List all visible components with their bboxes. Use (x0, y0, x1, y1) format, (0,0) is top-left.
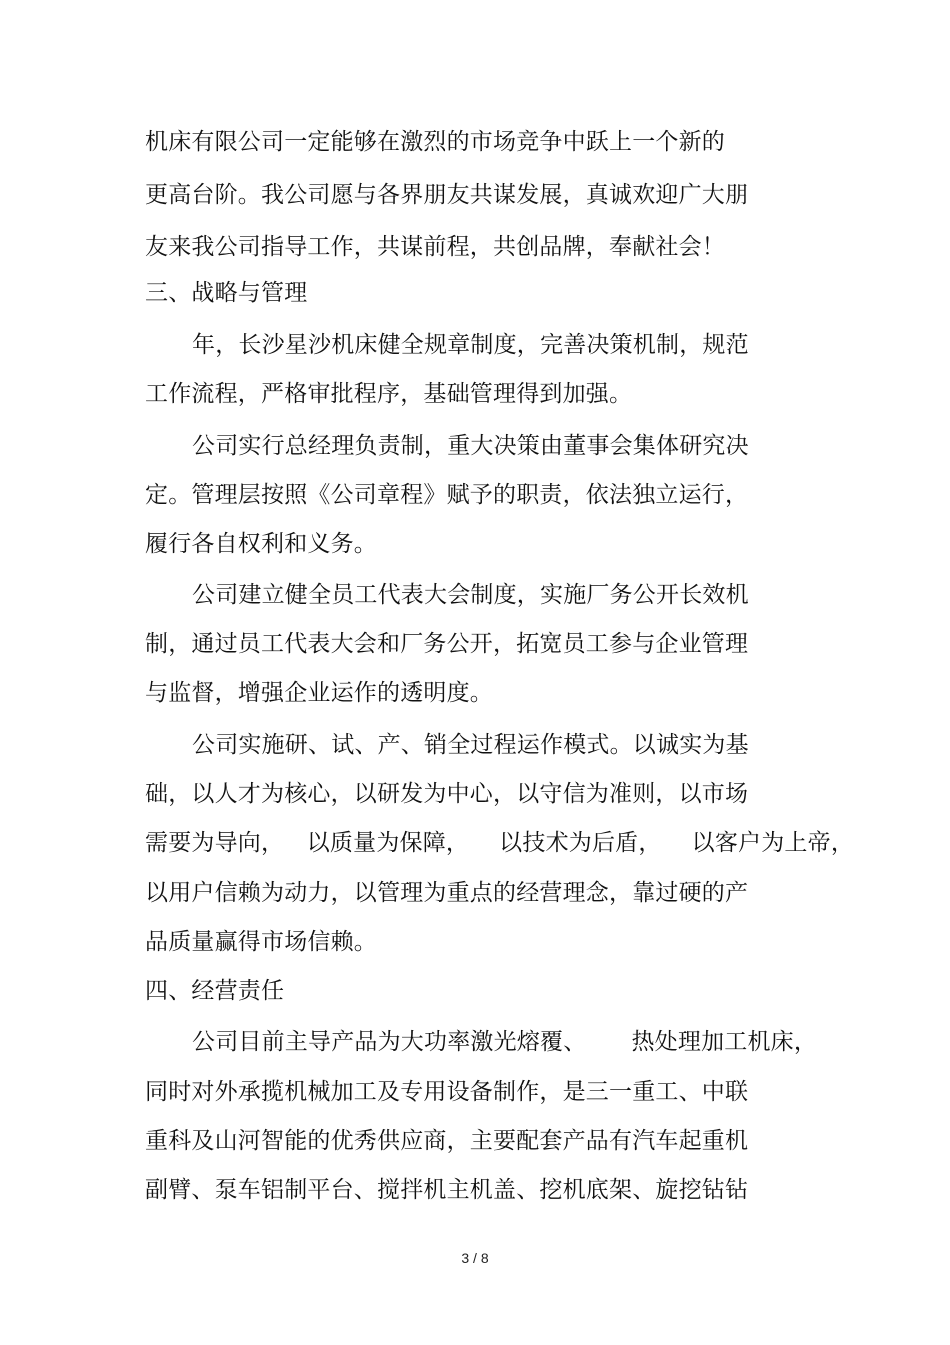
paragraph-line: 公司建立健全员工代表大会制度，实施厂务公开长效机 (192, 582, 749, 608)
section-heading: 三、战略与管理 (145, 280, 308, 306)
page-number: 3 / 8 (461, 1250, 489, 1266)
paragraph-line: 公司实行总经理负责制，重大决策由董事会集体研究决 (192, 433, 749, 459)
paragraph-line: 需要为导向， 以质量为保障， 以技术为后盾， 以客户为上帝， (145, 830, 855, 856)
paragraph-line: 公司目前主导产品为大功率激光熔覆、 热处理加工机床， (192, 1029, 818, 1055)
paragraph-line: 定。管理层按照《公司章程》赋予的职责，依法独立运行， (145, 482, 749, 508)
paragraph-line: 以用户信赖为动力，以管理为重点的经营理念，靠过硬的产 (145, 880, 749, 906)
paragraph-line: 与监督，增强企业运作的透明度。 (145, 680, 493, 706)
paragraph-line: 更高台阶。我公司愿与各界朋友共谋发展，真诚欢迎广大朋 (145, 182, 749, 208)
paragraph-line: 年，长沙星沙机床健全规章制度，完善决策机制，规范 (192, 332, 749, 358)
paragraph-line: 同时对外承揽机械加工及专用设备制作，是三一重工、中联 (145, 1079, 749, 1105)
paragraph-line: 副臂、泵车铝制平台、搅拌机主机盖、挖机底架、旋挖钻钻 (145, 1177, 749, 1203)
paragraph-line: 机床有限公司一定能够在激烈的市场竞争中跃上一个新的 (145, 129, 725, 155)
paragraph-line: 重科及山河智能的优秀供应商，主要配套产品有汽车起重机 (145, 1128, 749, 1154)
section-heading: 四、经营责任 (145, 978, 285, 1004)
paragraph-line: 制，通过员工代表大会和厂务公开，拓宽员工参与企业管理 (145, 631, 749, 657)
paragraph-line: 友来我公司指导工作，共谋前程，共创品牌，奉献社会！ (145, 234, 725, 260)
paragraph-line: 工作流程，严格审批程序，基础管理得到加强。 (145, 381, 633, 407)
paragraph-line: 品质量赢得市场信赖。 (145, 929, 377, 955)
paragraph-line: 履行各自权利和义务。 (145, 531, 377, 557)
paragraph-line: 础，以人才为核心，以研发为中心，以守信为准则，以市场 (145, 781, 749, 807)
paragraph-line: 公司实施研、试、产、销全过程运作模式。以诚实为基 (192, 732, 749, 758)
